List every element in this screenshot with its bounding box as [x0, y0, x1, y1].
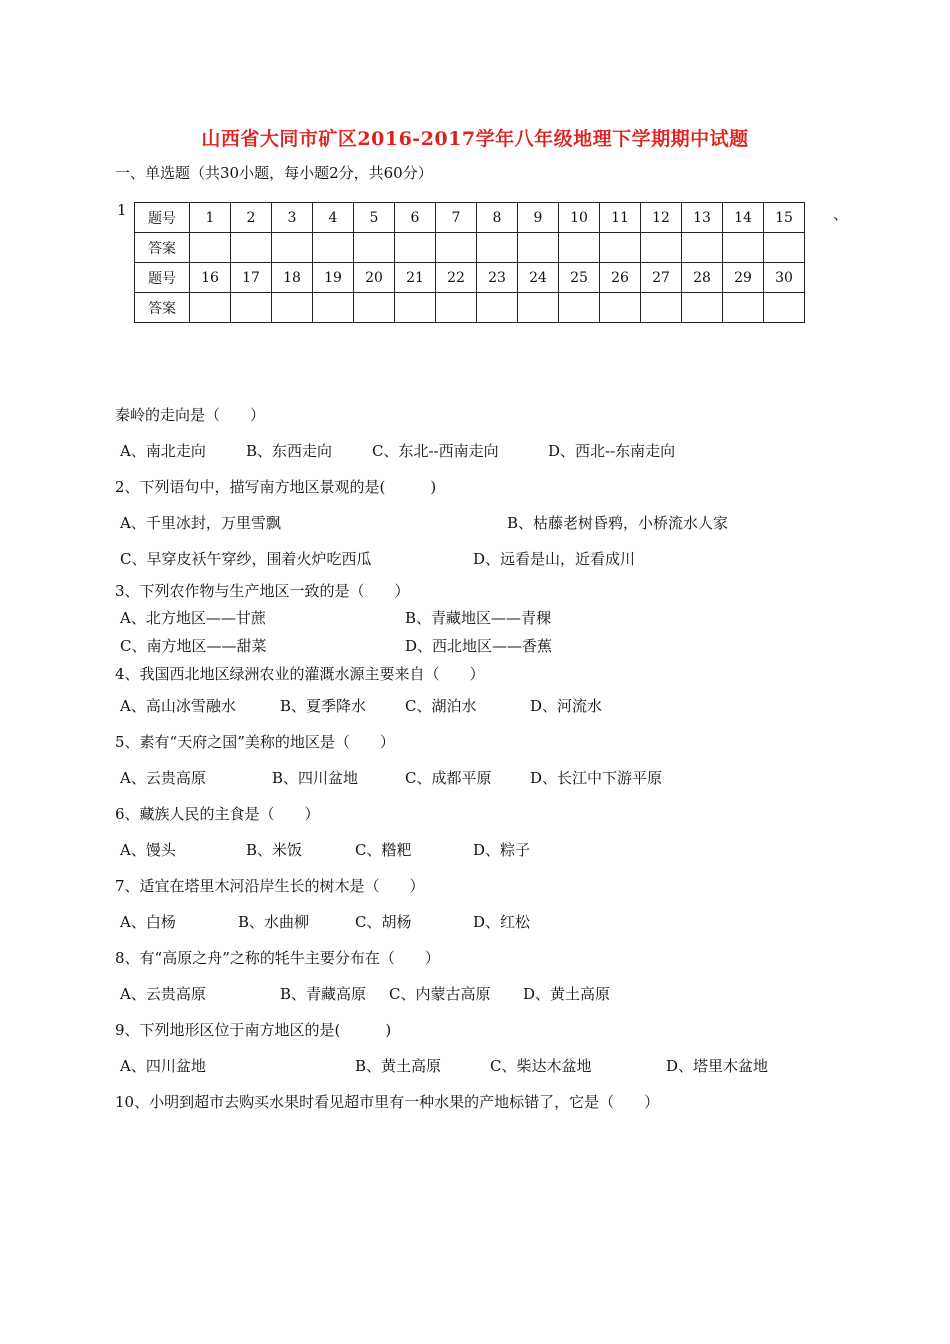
- option-a[interactable]: A、馒头: [120, 841, 176, 859]
- question-number-cell: 25: [559, 263, 600, 293]
- answer-cell[interactable]: [518, 293, 559, 323]
- question-number-cell: 11: [600, 203, 641, 233]
- question-number-cell: 29: [723, 263, 764, 293]
- question-stem: 6、藏族人民的主食是（ ）: [115, 805, 320, 823]
- option-d[interactable]: D、河流水: [530, 697, 603, 715]
- question-number-cell: 2: [231, 203, 272, 233]
- answer-label: 答案: [135, 293, 190, 323]
- option-d[interactable]: D、西北--东南走向: [548, 442, 676, 460]
- question-number-row: [135, 203, 805, 233]
- option-a[interactable]: A、高山冰雪融水: [120, 697, 236, 715]
- table-prefix: 1: [117, 201, 127, 219]
- answer-cell[interactable]: [641, 293, 682, 323]
- option-a[interactable]: A、云贵高原: [120, 985, 206, 1003]
- option-b[interactable]: B、青藏高原: [280, 985, 367, 1003]
- table-suffix: 、: [833, 205, 849, 223]
- question-number-cell: 22: [436, 263, 477, 293]
- question-number-cell: 12: [641, 203, 682, 233]
- question-number-cell: 9: [518, 203, 559, 233]
- question-number-cell: 17: [231, 263, 272, 293]
- answer-row: [135, 293, 805, 323]
- answer-cell[interactable]: [641, 233, 682, 263]
- question-number-cell: 18: [272, 263, 313, 293]
- question-number-label: 题号: [135, 203, 190, 233]
- answer-cell[interactable]: [436, 293, 477, 323]
- answer-cell[interactable]: [764, 293, 805, 323]
- question-stem: 3、下列农作物与生产地区一致的是（ ）: [115, 582, 410, 600]
- option-d[interactable]: D、红松: [473, 913, 531, 931]
- question-number-cell: 5: [354, 203, 395, 233]
- answer-cell[interactable]: [764, 233, 805, 263]
- option-b[interactable]: B、夏季降水: [280, 697, 367, 715]
- question-number-cell: 4: [313, 203, 354, 233]
- question-number-cell: 23: [477, 263, 518, 293]
- option-b[interactable]: B、米饭: [246, 841, 303, 859]
- question-number-cell: 21: [395, 263, 436, 293]
- option-a[interactable]: A、四川盆地: [120, 1057, 206, 1075]
- question-stem: 5、素有“天府之国”美称的地区是（ ）: [115, 733, 395, 751]
- answer-cell[interactable]: [518, 233, 559, 263]
- answer-cell[interactable]: [477, 233, 518, 263]
- question-stem: 10、小明到超市去购买水果时看见超市里有一种水果的产地标错了，它是（ ）: [115, 1093, 660, 1111]
- answer-cell[interactable]: [272, 293, 313, 323]
- answer-cell[interactable]: [395, 293, 436, 323]
- question-number-cell: 15: [764, 203, 805, 233]
- question-number-cell: 8: [477, 203, 518, 233]
- question-number-cell: 13: [682, 203, 723, 233]
- option-c[interactable]: C、东北--西南走向: [372, 442, 499, 460]
- question-stem: 秦岭的走向是（ ）: [115, 406, 266, 424]
- question-number-cell: 26: [600, 263, 641, 293]
- answer-cell[interactable]: [723, 233, 764, 263]
- question-stem: 7、适宜在塔里木河沿岸生长的树木是（ ）: [115, 877, 425, 895]
- answer-cell[interactable]: [231, 233, 272, 263]
- option-a[interactable]: A、南北走向: [120, 442, 206, 460]
- question-stem: 2、下列语句中，描写南方地区景观的是( ): [115, 478, 437, 496]
- answer-cell[interactable]: [313, 233, 354, 263]
- answer-cell[interactable]: [231, 293, 272, 323]
- question-stem: 8、有“高原之舟”之称的牦牛主要分布在（ ）: [115, 949, 440, 967]
- answer-cell[interactable]: [600, 233, 641, 263]
- question-number-cell: 30: [764, 263, 805, 293]
- question-number-cell: 6: [395, 203, 436, 233]
- question-number-cell: 19: [313, 263, 354, 293]
- answer-cell[interactable]: [723, 293, 764, 323]
- option-b[interactable]: B、东西走向: [246, 442, 333, 460]
- answer-cell[interactable]: [354, 233, 395, 263]
- answer-cell[interactable]: [313, 293, 354, 323]
- option-d[interactable]: D、粽子: [473, 841, 531, 859]
- answer-cell[interactable]: [682, 233, 723, 263]
- option-c[interactable]: C、南方地区——甜菜: [120, 637, 267, 655]
- question-stem: 9、下列地形区位于南方地区的是( ): [115, 1021, 392, 1039]
- question-number-cell: 3: [272, 203, 313, 233]
- option-b[interactable]: B、四川盆地: [272, 769, 359, 787]
- option-d[interactable]: D、塔里木盆地: [666, 1057, 769, 1075]
- option-c[interactable]: C、成都平原: [405, 769, 492, 787]
- option-a[interactable]: A、白杨: [120, 913, 176, 931]
- option-a[interactable]: A、云贵高原: [120, 769, 206, 787]
- question-number-cell: 24: [518, 263, 559, 293]
- option-a[interactable]: A、北方地区——甘蔗: [120, 609, 266, 627]
- answer-table: [134, 202, 805, 323]
- answer-label: 答案: [135, 233, 190, 263]
- option-d[interactable]: D、黄土高原: [523, 985, 611, 1003]
- answer-cell[interactable]: [682, 293, 723, 323]
- option-d[interactable]: D、长江中下游平原: [530, 769, 663, 787]
- page-title: 山西省大同市矿区2016-2017学年八年级地理下学期期中试题: [201, 128, 749, 150]
- option-c[interactable]: C、糌粑: [355, 841, 412, 859]
- question-number-cell: 14: [723, 203, 764, 233]
- option-b[interactable]: B、青藏地区——青稞: [405, 609, 552, 627]
- option-c[interactable]: C、柴达木盆地: [490, 1057, 592, 1075]
- answer-cell[interactable]: [190, 233, 231, 263]
- option-c[interactable]: C、湖泊水: [405, 697, 477, 715]
- answer-cell[interactable]: [272, 233, 313, 263]
- answer-cell[interactable]: [477, 293, 518, 323]
- option-d[interactable]: D、远看是山，近看成川: [473, 550, 636, 568]
- option-c[interactable]: C、胡杨: [355, 913, 412, 931]
- option-d[interactable]: D、西北地区——香蕉: [405, 637, 553, 655]
- option-c[interactable]: C、内蒙古高原: [389, 985, 491, 1003]
- answer-cell[interactable]: [395, 233, 436, 263]
- option-b[interactable]: B、水曲柳: [238, 913, 310, 931]
- option-b[interactable]: B、黄土高原: [355, 1057, 442, 1075]
- option-b[interactable]: B、枯藤老树昏鸦，小桥流水人家: [507, 514, 729, 532]
- question-number-row: [135, 263, 805, 293]
- question-stem: 4、我国西北地区绿洲农业的灌溉水源主要来自（ ）: [115, 665, 485, 683]
- option-c[interactable]: C、早穿皮袄午穿纱，围着火炉吃西瓜: [120, 550, 372, 568]
- question-number-cell: 16: [190, 263, 231, 293]
- answer-row: [135, 233, 805, 263]
- answer-cell[interactable]: [354, 293, 395, 323]
- question-number-label: 题号: [135, 263, 190, 293]
- question-number-cell: 28: [682, 263, 723, 293]
- question-number-cell: 7: [436, 203, 477, 233]
- answer-cell[interactable]: [190, 293, 231, 323]
- answer-cell[interactable]: [436, 233, 477, 263]
- option-a[interactable]: A、千里冰封，万里雪飘: [120, 514, 281, 532]
- question-number-cell: 20: [354, 263, 395, 293]
- section-heading: 一、单选题（共30小题，每小题2分，共60分）: [115, 164, 433, 182]
- answer-cell[interactable]: [600, 293, 641, 323]
- answer-cell[interactable]: [559, 293, 600, 323]
- question-number-cell: 27: [641, 263, 682, 293]
- question-number-cell: 1: [190, 203, 231, 233]
- answer-cell[interactable]: [559, 233, 600, 263]
- question-number-cell: 10: [559, 203, 600, 233]
